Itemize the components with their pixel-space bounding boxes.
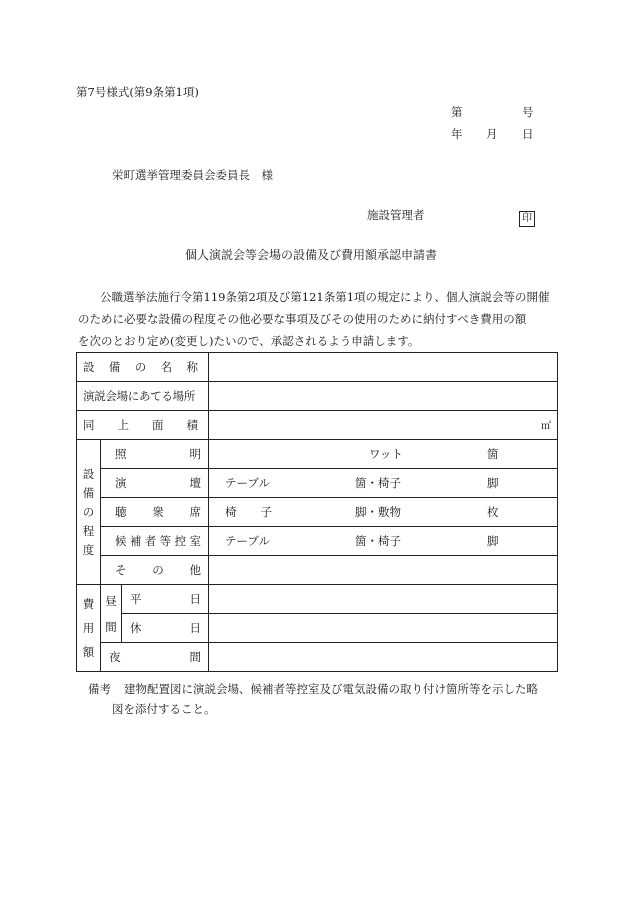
night-label: 夜 間 <box>101 643 209 672</box>
venue-place-label: 演説会場にあてる場所 <box>77 382 209 411</box>
row-podium <box>77 469 558 498</box>
date-day: 日 <box>522 127 534 141</box>
night-value[interactable] <box>209 643 558 672</box>
lighting-count-unit: 箇 <box>487 447 499 461</box>
row-night <box>77 643 558 672</box>
application-table <box>76 352 558 672</box>
podium-leg-unit: 脚 <box>487 476 499 490</box>
row-other <box>77 556 558 585</box>
row-facility-name <box>77 353 558 382</box>
podium-table-label: テーブル <box>225 476 270 490</box>
cost-label: 費 用 額 <box>77 585 101 672</box>
audience-sheet-unit: 枚 <box>487 505 499 519</box>
applicant-label: 施設管理者 <box>367 208 425 222</box>
remarks-line-1: 建物配置図に演説会場、候補者等控室及び電気設備の取り付け箇所等を示した略 <box>124 682 538 696</box>
area-unit: ㎡ <box>541 421 551 432</box>
body-line-3: を次のとおり定め(変更し)たいので、承認されるよう申請します。 <box>78 334 420 348</box>
form-number: 第7号様式(第9条第1項) <box>76 85 199 99</box>
weekday-label: 平 日 <box>122 585 209 614</box>
date-year: 年 <box>451 127 463 141</box>
watt-label: ワット <box>369 447 403 461</box>
row-lighting <box>77 440 558 469</box>
waiting-room-label: 候 補 者 等 控 室 <box>101 527 209 556</box>
podium-label: 演 壇 <box>101 469 209 498</box>
other-label: そ の 他 <box>101 556 209 585</box>
document-title: 個人演説会等会場の設備及び費用額承認申請書 <box>185 248 438 262</box>
number-suffix: 号 <box>522 105 534 119</box>
waiting-room-value[interactable] <box>209 527 558 556</box>
row-waiting-room <box>77 527 558 556</box>
podium-count-chair: 箇・椅子 <box>355 476 401 490</box>
row-area <box>77 411 558 440</box>
lighting-label: 照 明 <box>101 440 209 469</box>
date-month: 月 <box>486 127 498 141</box>
holiday-value[interactable] <box>209 614 558 643</box>
area-label: 同 上 面 積 <box>77 411 209 440</box>
area-value[interactable] <box>209 411 558 440</box>
audience-chair-label: 椅子 <box>225 505 296 519</box>
row-venue-place <box>77 382 558 411</box>
body-line-1: 公職選挙法施行令第119条第2項及び第121条第1項の規定により、個人演説会等の開催 <box>100 290 550 304</box>
row-holiday <box>77 614 558 643</box>
waiting-table-label: テーブル <box>225 534 270 548</box>
body-line-2: のために必要な設備の程度その他必要な事項及びその使用のために納付すべき費用の額 <box>78 312 527 326</box>
seal-mark: 印 <box>519 206 535 227</box>
venue-place-value[interactable] <box>209 382 558 411</box>
podium-value[interactable] <box>209 469 558 498</box>
audience-label: 聴 衆 席 <box>101 498 209 527</box>
other-value[interactable] <box>209 556 558 585</box>
remarks-label: 備考 <box>88 682 111 696</box>
weekday-value[interactable] <box>209 585 558 614</box>
addressee: 栄町選挙管理委員会委員長 様 <box>112 168 273 182</box>
row-weekday <box>77 585 558 614</box>
waiting-count-chair: 箇・椅子 <box>355 534 401 548</box>
facility-name-value[interactable] <box>209 353 558 382</box>
holiday-label: 休 日 <box>122 614 209 643</box>
lighting-value[interactable] <box>209 440 558 469</box>
audience-leg-mat: 脚・敷物 <box>355 505 401 519</box>
row-audience <box>77 498 558 527</box>
facility-name-label: 設 備 の 名 称 <box>77 353 209 382</box>
degree-label: 設 備 の 程 度 <box>77 440 101 585</box>
remarks-line-2: 図を添付すること。 <box>112 702 216 716</box>
number-prefix: 第 <box>451 105 463 119</box>
waiting-leg-unit: 脚 <box>487 534 499 548</box>
audience-value[interactable] <box>209 498 558 527</box>
daytime-label: 昼 間 <box>101 585 122 643</box>
